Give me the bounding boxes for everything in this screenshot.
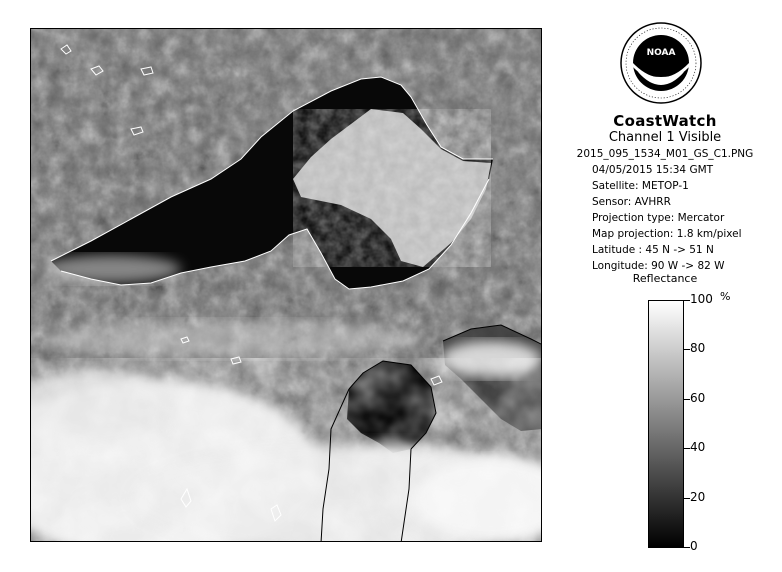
colorbar-tick-label: 40 xyxy=(690,440,706,455)
colorbar-tick-label: 20 xyxy=(690,489,706,504)
longitude-range: Longitude: 90 W -> 82 W xyxy=(592,260,725,272)
latitude-range: Latitude : 45 N -> 51 N xyxy=(592,244,714,256)
projection-type: Projection type: Mercator xyxy=(592,212,725,224)
product-title: CoastWatch xyxy=(613,112,717,130)
filename: 2015_095_1534_M01_GS_C1.PNG xyxy=(576,148,754,160)
satellite: Satellite: METOP-1 xyxy=(592,180,689,192)
colorbar-title: Reflectance xyxy=(632,272,698,285)
colorbar xyxy=(648,300,684,548)
colorbar-tick-label: 60 xyxy=(690,390,706,405)
colorbar-tick-label: 0 xyxy=(690,539,698,553)
noaa-logo-graphic xyxy=(620,22,702,104)
datetime: 04/05/2015 15:34 GMT xyxy=(592,164,714,176)
colorbar-tick-label: 80 xyxy=(690,341,706,356)
colorbar-unit: % xyxy=(720,290,731,303)
map-projection: Map projection: 1.8 km/pixel xyxy=(592,228,742,240)
sensor: Sensor: AVHRR xyxy=(592,196,671,208)
noaa-logo-text: NOAA xyxy=(646,48,676,58)
satellite-image-svg xyxy=(31,29,542,542)
channel-name: Channel 1 Visible xyxy=(608,130,722,145)
noaa-logo xyxy=(620,22,702,104)
satellite-image xyxy=(30,28,542,542)
colorbar-tick-label: 100 xyxy=(690,292,713,306)
